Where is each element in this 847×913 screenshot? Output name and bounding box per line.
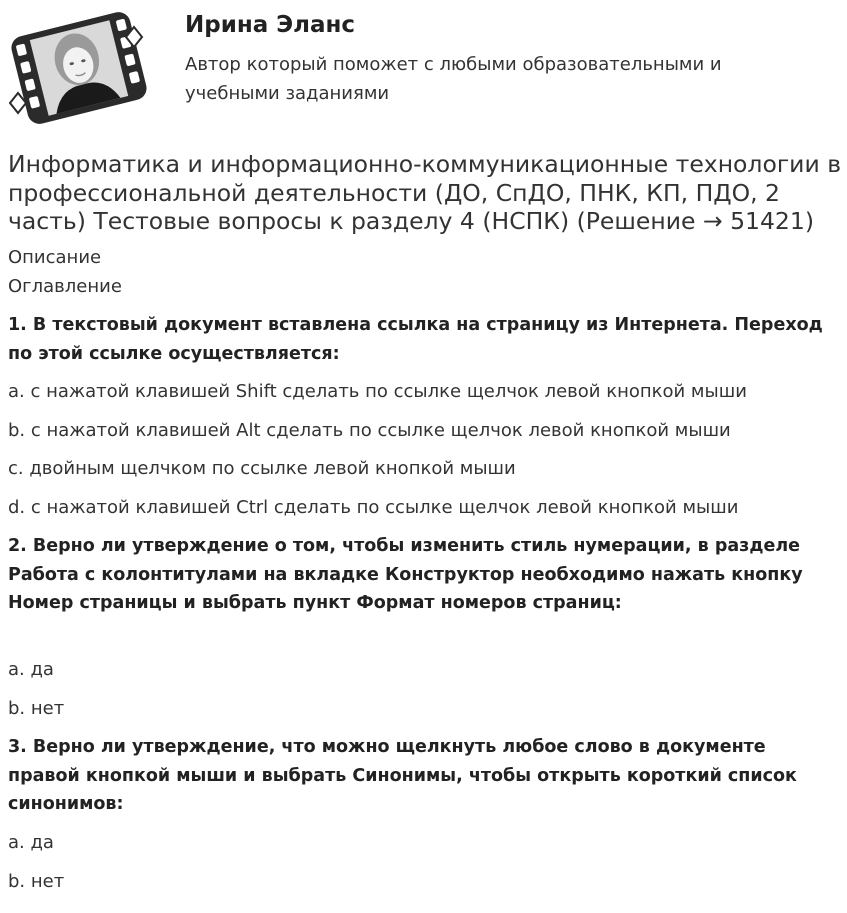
avatar-film-frame-icon xyxy=(6,7,152,129)
avatar[interactable] xyxy=(6,7,152,129)
document-title: Информатика и информационно-коммуникационные технологии в профессиональной деятельности (ДО, СпДО, ПНК, КП, ПДО, 2 часть) Тестовые вопросы к разделу 4 (НСПК) (Решение → 51421) xyxy=(8,150,842,235)
author-description: Автор который поможет с любыми образовательными и учебными заданиями xyxy=(185,54,722,104)
author-name[interactable]: Ирина Эланс xyxy=(185,12,356,38)
question-1-option-c: c. двойным щелчком по ссылке левой кнопкой мыши xyxy=(8,458,516,479)
question-2-option-a: a. да xyxy=(8,659,54,680)
question-1-option-b: b. с нажатой клавишей Alt сделать по ссылке щелчок левой кнопкой мыши xyxy=(8,420,731,441)
question-3-option-a: a. да xyxy=(8,832,54,853)
question-3-option-b: b. нет xyxy=(8,871,65,892)
contents-link[interactable]: Оглавление xyxy=(8,276,122,297)
question-1-option-d: d. с нажатой клавишей Ctrl сделать по ссылке щелчок левой кнопкой мыши xyxy=(8,497,739,518)
question-1-option-a: a. с нажатой клавишей Shift сделать по ссылке щелчок левой кнопкой мыши xyxy=(8,381,747,402)
author-card xyxy=(0,0,847,140)
question-2: 2. Верно ли утверждение о том, чтобы изменить стиль нумерации, в разделе Работа с колонтитулами на вкладке Конструктор необходимо нажать кнопку Номер страницы и выбрать пункт Формат номеров страниц: xyxy=(8,536,803,613)
question-2-option-b: b. нет xyxy=(8,698,65,719)
question-3: 3. Верно ли утверждение, что можно щелкнуть любое слово в документе правой кнопкой мыши и выбрать Синонимы, чтобы открыть короткий список синонимов: xyxy=(8,737,797,814)
description-link[interactable]: Описание xyxy=(8,247,102,268)
question-1: 1. В текстовый документ вставлена ссылка на страницу из Интернета. Переход по этой ссылке осуществляется: xyxy=(8,315,823,364)
